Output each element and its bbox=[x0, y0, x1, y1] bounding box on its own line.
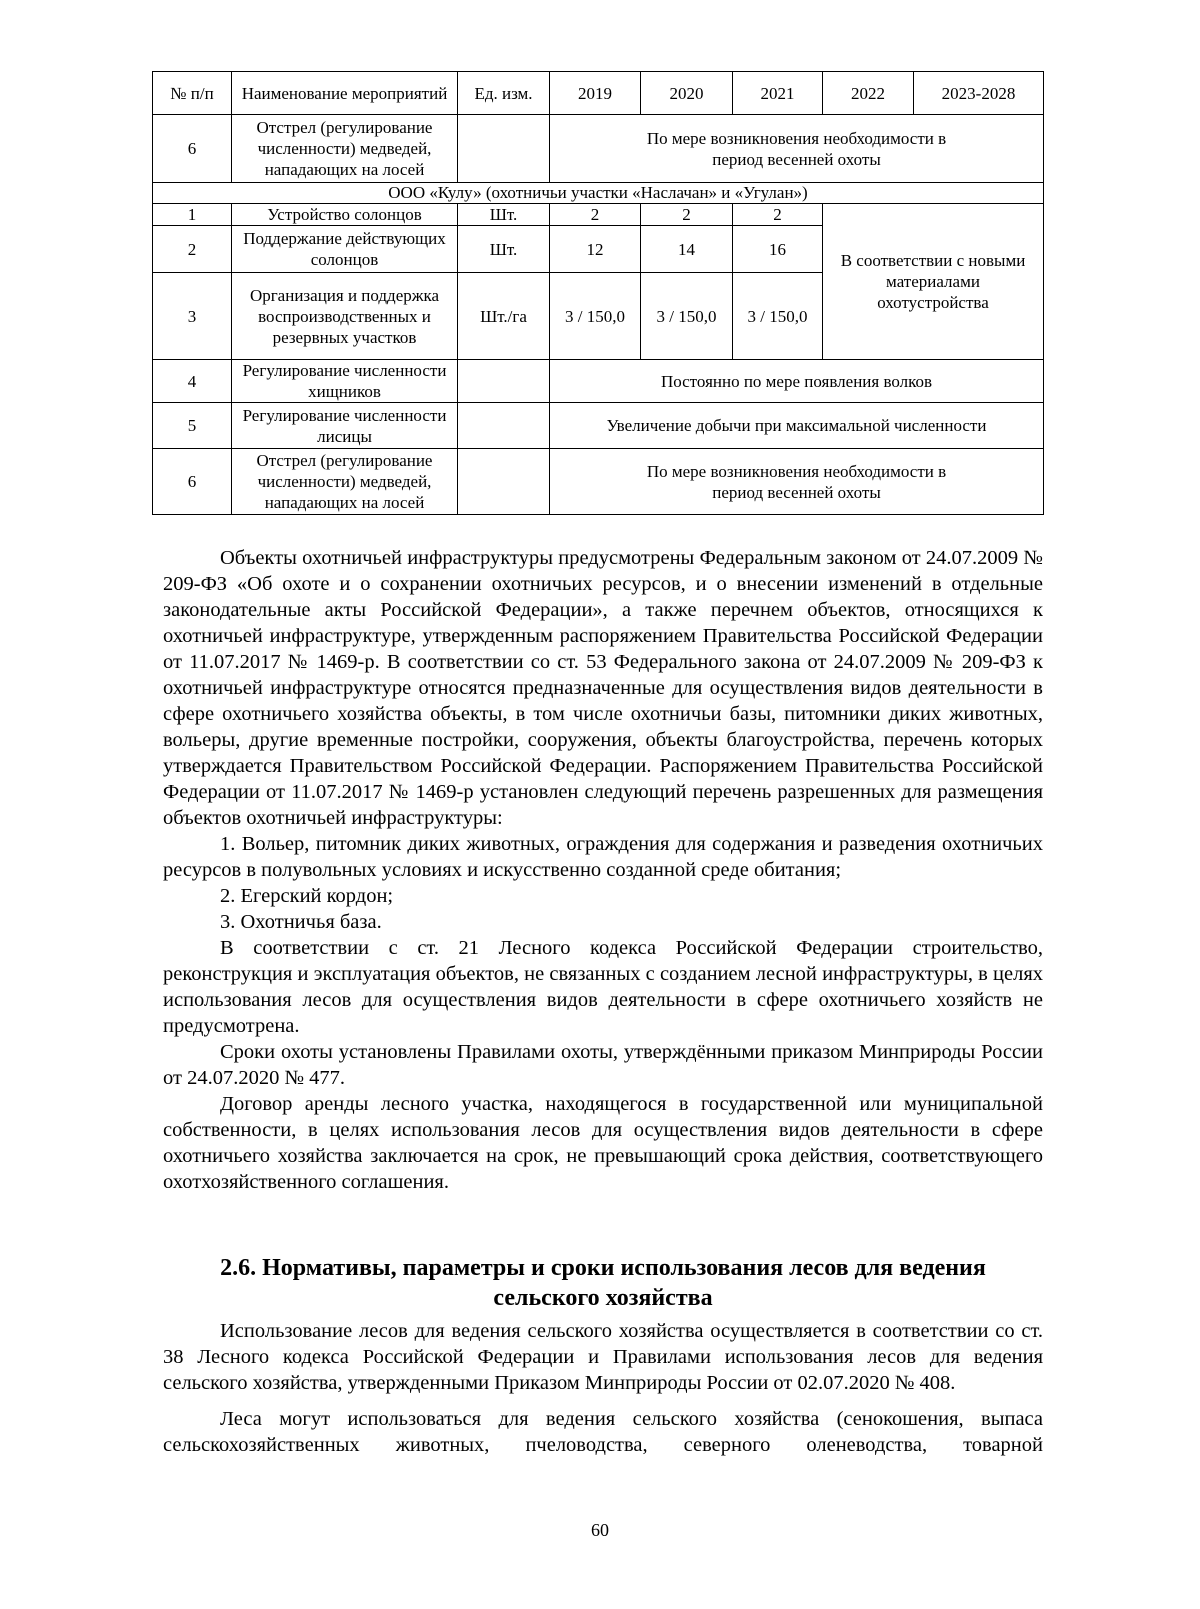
body-text bbox=[163, 545, 1043, 1195]
row-2020: 2 bbox=[641, 204, 733, 226]
row-num: 2 bbox=[153, 226, 232, 273]
table-row bbox=[153, 204, 1044, 226]
row-unit: Шт. bbox=[458, 226, 550, 273]
row-name: Отстрел (регулирование численности) медведей, нападающих на лосей bbox=[232, 449, 458, 515]
row-2021: 16 bbox=[733, 226, 823, 273]
row-unit bbox=[458, 403, 550, 449]
header-2020: 2020 bbox=[641, 72, 733, 115]
row-2020: 3 / 150,0 bbox=[641, 273, 733, 360]
paragraph-infrastructure: Объекты охотничьей инфраструктуры предусмотрены Федеральным законом от 24.07.2009 № 209-ФЗ «Об охоте и о сохранении охотничьих ресурсов, и о внесении изменений в отдельные законодательные акты Российской Федерации», а также перечнем объектов, относящихся к охотничьей инфраструктуре, утвержденным распоряжением Правительства Российской Федерации от 11.07.2017 № 1469-р. В соответствии со ст. 53 Федерального закона от 24.07.2009 № 209-ФЗ к охотничьей инфраструктуре относятся предназначенные для осуществления видов деятельности в сфере охотничьего хозяйства объекты, в том числе охотничьи базы, питомники диких животных, вольеры, другие временные постройки, сооружения, объекты благоустройства, перечень которых утверждается Правительством Российской Федерации. Распоряжением Правительства Российской Федерации от 11.07.2017 № 1469-р установлен следующий перечень разрешенных для размещения объектов охотничьей инфраструктуры: bbox=[163, 547, 1043, 829]
list-item-2: 2. Егерский кордон; bbox=[220, 885, 394, 907]
row-num: 6 bbox=[153, 449, 232, 515]
header-num: № п/п bbox=[153, 72, 232, 115]
section-row bbox=[153, 183, 1044, 204]
list-item-3: 3. Охотничья база. bbox=[220, 911, 382, 933]
table-row bbox=[153, 360, 1044, 403]
hunting-measures-table bbox=[152, 71, 1044, 515]
row-2020: 14 bbox=[641, 226, 733, 273]
paragraph-agriculture-use: Использование лесов для ведения сельского хозяйства осуществляется в соответствии со ст. 38 Лесного кодекса Российской Федерации и Правилами использования лесов для ведения сельского хозяйства, утвержденными Приказом Минприроды России от 02.07.2020 № 408. bbox=[163, 1320, 1043, 1394]
row-unit: Шт./га bbox=[458, 273, 550, 360]
row-unit: Шт. bbox=[458, 204, 550, 226]
header-2022: 2022 bbox=[823, 72, 914, 115]
header-2023-2028: 2023-2028 bbox=[914, 72, 1044, 115]
row-note: По мере возникновения необходимости в период весенней охоты bbox=[550, 115, 1044, 183]
table-row bbox=[153, 449, 1044, 515]
row-num: 3 bbox=[153, 273, 232, 360]
table-header-row bbox=[153, 72, 1044, 115]
row-note: По мере возникновения необходимости в период весенней охоты bbox=[550, 449, 1044, 515]
row-name: Устройство солонцов bbox=[232, 204, 458, 226]
row-unit bbox=[458, 449, 550, 515]
row-name: Поддержание действующих солонцов bbox=[232, 226, 458, 273]
row-name: Отстрел (регулирование численности) медведей, нападающих на лосей bbox=[232, 115, 458, 183]
merged-note: В соответствии с новыми материалами охотустройства bbox=[823, 204, 1044, 360]
section-title: ООО «Кулу» (охотничьи участки «Наслачан» и «Угулан») bbox=[153, 183, 1044, 204]
row-name: Регулирование численности хищников bbox=[232, 360, 458, 403]
row-name: Регулирование численности лисицы bbox=[232, 403, 458, 449]
row-2019: 3 / 150,0 bbox=[550, 273, 641, 360]
row-2021: 2 bbox=[733, 204, 823, 226]
row-note: Постоянно по мере появления волков bbox=[550, 360, 1044, 403]
row-num: 4 bbox=[153, 360, 232, 403]
table-row bbox=[153, 115, 1044, 183]
row-num: 5 bbox=[153, 403, 232, 449]
row-unit bbox=[458, 115, 550, 183]
section-heading-line2: сельского хозяйства bbox=[493, 1285, 713, 1311]
section-heading bbox=[163, 1253, 1043, 1313]
header-name: Наименование мероприятий bbox=[232, 72, 458, 115]
section-heading-line1: 2.6. Нормативы, параметры и сроки использования лесов для ведения bbox=[220, 1255, 986, 1281]
row-2021: 3 / 150,0 bbox=[733, 273, 823, 360]
header-2021: 2021 bbox=[733, 72, 823, 115]
row-2019: 2 bbox=[550, 204, 641, 226]
paragraph-forest-code: В соответствии с ст. 21 Лесного кодекса Российской Федерации строительство, реконструкция и эксплуатация объектов, не связанных с созданием лесной инфраструктуры, в целях использования лесов для осуществления видов деятельности в сфере охотничьего хозяйств не предусмотрена. bbox=[163, 937, 1043, 1037]
row-unit bbox=[458, 360, 550, 403]
row-num: 1 bbox=[153, 204, 232, 226]
section-text bbox=[163, 1318, 1043, 1458]
paragraph-lease: Договор аренды лесного участка, находящегося в государственной или муниципальной собственности, в целях использования лесов для осуществления видов деятельности в сфере охотничьего хозяйства заключается на срок, не превышающий срока действия, соответствующего охотхозяйственного соглашения. bbox=[163, 1093, 1043, 1193]
table-row bbox=[153, 403, 1044, 449]
page-number: 60 bbox=[591, 1520, 609, 1540]
header-2019: 2019 bbox=[550, 72, 641, 115]
list-item-1: 1. Вольер, питомник диких животных, ограждения для содержания и разведения охотничьих ресурсов в полувольных условиях и искусственно созданной среде обитания; bbox=[163, 833, 1043, 881]
paragraph-agriculture-types: Леса могут использоваться для ведения сельского хозяйства (сенокошения, выпаса сельскохозяйственных животных, пчеловодства, северного оленеводства, товарной bbox=[163, 1408, 1043, 1456]
row-2019: 12 bbox=[550, 226, 641, 273]
row-num: 6 bbox=[153, 115, 232, 183]
row-name: Организация и поддержка воспроизводственных и резервных участков bbox=[232, 273, 458, 360]
paragraph-hunting-dates: Сроки охоты установлены Правилами охоты, утверждёнными приказом Минприроды России от 24.07.2020 № 477. bbox=[163, 1041, 1043, 1089]
row-note: Увеличение добычи при максимальной численности bbox=[550, 403, 1044, 449]
header-unit: Ед. изм. bbox=[458, 72, 550, 115]
